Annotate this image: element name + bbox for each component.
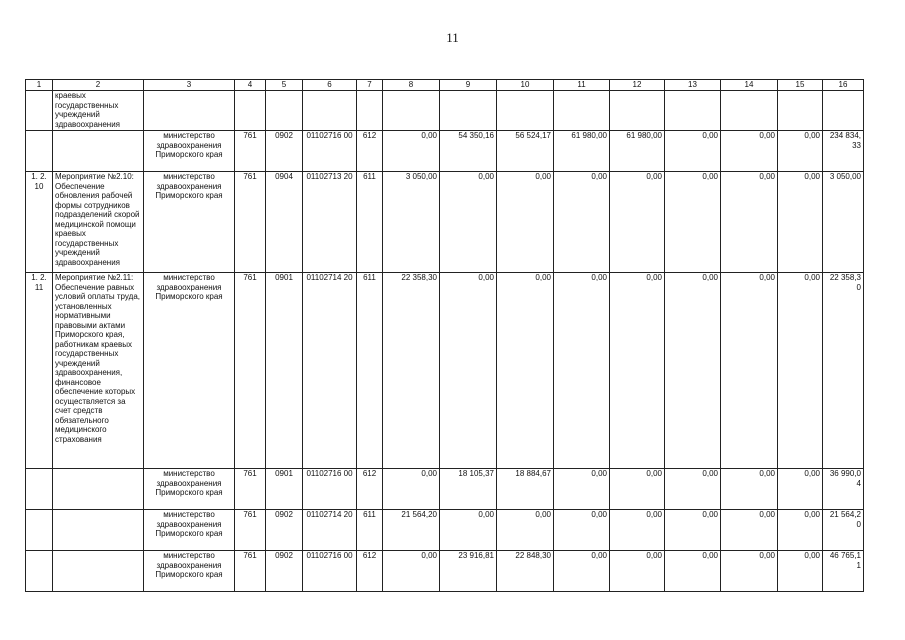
cell-col-11	[554, 91, 610, 131]
cell-col-15: 0,00	[778, 469, 823, 510]
cell-col-2	[53, 510, 144, 551]
cell-col-1	[26, 510, 53, 551]
cell-col-2: Мероприятие №2.10: Обеспечение обновления рабочей формы сотрудников подразделений скорой медицинской помощи краевых государственных учреждений здравоохранения	[53, 172, 144, 273]
cell-col-11: 61 980,00	[554, 131, 610, 172]
cell-col-12: 0,00	[610, 551, 665, 592]
column-header-10: 10	[497, 80, 554, 91]
column-header-11: 11	[554, 80, 610, 91]
column-header-16: 16	[823, 80, 864, 91]
cell-col-14: 0,00	[721, 469, 778, 510]
cell-col-8	[383, 91, 440, 131]
cell-col-11: 0,00	[554, 551, 610, 592]
table-row	[26, 510, 864, 551]
cell-col-3	[144, 91, 235, 131]
table-row	[26, 551, 864, 592]
cell-col-16: 46 765,1 1	[823, 551, 864, 592]
cell-col-9: 18 105,37	[440, 469, 497, 510]
cell-col-6: 01102714 20	[303, 510, 357, 551]
cell-col-14: 0,00	[721, 172, 778, 273]
table-row	[26, 273, 864, 469]
cell-col-6: 01102713 20	[303, 172, 357, 273]
column-header-3: 3	[144, 80, 235, 91]
cell-col-10: 22 848,30	[497, 551, 554, 592]
cell-col-13: 0,00	[665, 510, 721, 551]
cell-col-14	[721, 91, 778, 131]
cell-col-1: 1. 2. 10	[26, 172, 53, 273]
cell-col-3: министерство здравоохранения Приморского края	[144, 551, 235, 592]
table-row	[26, 131, 864, 172]
cell-col-7: 611	[357, 510, 383, 551]
cell-col-15: 0,00	[778, 551, 823, 592]
column-header-15: 15	[778, 80, 823, 91]
cell-col-2	[53, 551, 144, 592]
cell-col-10: 56 524,17	[497, 131, 554, 172]
cell-col-10: 0,00	[497, 510, 554, 551]
cell-col-16: 36 990,0 4	[823, 469, 864, 510]
cell-col-9: 23 916,81	[440, 551, 497, 592]
column-header-2: 2	[53, 80, 144, 91]
cell-col-1: 1. 2. 11	[26, 273, 53, 469]
cell-col-12: 0,00	[610, 510, 665, 551]
table-body	[26, 91, 864, 592]
cell-col-9: 54 350,16	[440, 131, 497, 172]
cell-col-9	[440, 91, 497, 131]
cell-col-10: 0,00	[497, 273, 554, 469]
cell-col-12: 0,00	[610, 273, 665, 469]
cell-col-11: 0,00	[554, 469, 610, 510]
cell-col-13: 0,00	[665, 273, 721, 469]
cell-col-2	[53, 131, 144, 172]
cell-col-5: 0902	[266, 131, 303, 172]
cell-col-9: 0,00	[440, 510, 497, 551]
cell-col-11: 0,00	[554, 273, 610, 469]
cell-col-14: 0,00	[721, 131, 778, 172]
cell-col-1	[26, 551, 53, 592]
cell-col-5: 0902	[266, 551, 303, 592]
cell-col-4: 761	[235, 510, 266, 551]
cell-col-6: 01102714 20	[303, 273, 357, 469]
cell-col-1	[26, 131, 53, 172]
cell-col-8: 0,00	[383, 551, 440, 592]
cell-col-11: 0,00	[554, 510, 610, 551]
cell-col-13: 0,00	[665, 131, 721, 172]
cell-col-7: 612	[357, 469, 383, 510]
cell-col-13: 0,00	[665, 172, 721, 273]
column-header-5: 5	[266, 80, 303, 91]
cell-col-5: 0902	[266, 510, 303, 551]
cell-col-7: 611	[357, 273, 383, 469]
table-row	[26, 172, 864, 273]
cell-col-12	[610, 91, 665, 131]
cell-col-3: министерство здравоохранения Приморского края	[144, 172, 235, 273]
cell-col-14: 0,00	[721, 273, 778, 469]
cell-col-7: 612	[357, 131, 383, 172]
column-header-8: 8	[383, 80, 440, 91]
cell-col-6: 01102716 00	[303, 551, 357, 592]
cell-col-15	[778, 91, 823, 131]
cell-col-15: 0,00	[778, 273, 823, 469]
cell-col-9: 0,00	[440, 273, 497, 469]
cell-col-1	[26, 91, 53, 131]
column-header-1: 1	[26, 80, 53, 91]
cell-col-4	[235, 91, 266, 131]
column-header-7: 7	[357, 80, 383, 91]
table-row	[26, 469, 864, 510]
column-header-12: 12	[610, 80, 665, 91]
cell-col-16: 234 834, 33	[823, 131, 864, 172]
column-header-4: 4	[235, 80, 266, 91]
cell-col-3: министерство здравоохранения Приморского края	[144, 131, 235, 172]
cell-col-5	[266, 91, 303, 131]
cell-col-2: Мероприятие №2.11: Обеспечение равных условий оплаты труда, установленных нормативными правовыми актами Приморского края, работникам краевых государственных учреждений здравоохранения, финансовое обеспечение которых осуществляется за счет средств обязательного медицинского страхования	[53, 273, 144, 469]
cell-col-3: министерство здравоохранения Приморского края	[144, 469, 235, 510]
cell-col-1	[26, 469, 53, 510]
cell-col-16: 22 358,3 0	[823, 273, 864, 469]
cell-col-10: 18 884,67	[497, 469, 554, 510]
cell-col-6	[303, 91, 357, 131]
budget-table	[25, 79, 864, 592]
cell-col-8: 22 358,30	[383, 273, 440, 469]
cell-col-15: 0,00	[778, 510, 823, 551]
cell-col-13: 0,00	[665, 469, 721, 510]
cell-col-14: 0,00	[721, 551, 778, 592]
column-header-13: 13	[665, 80, 721, 91]
cell-col-9: 0,00	[440, 172, 497, 273]
cell-col-16: 21 564,2 0	[823, 510, 864, 551]
cell-col-11: 0,00	[554, 172, 610, 273]
cell-col-7	[357, 91, 383, 131]
cell-col-2: краевых государственных учреждений здравоохранения	[53, 91, 144, 131]
column-header-6: 6	[303, 80, 357, 91]
header-row	[26, 80, 864, 91]
cell-col-10	[497, 91, 554, 131]
cell-col-13: 0,00	[665, 551, 721, 592]
cell-col-12: 0,00	[610, 469, 665, 510]
cell-col-5: 0901	[266, 273, 303, 469]
cell-col-8: 0,00	[383, 131, 440, 172]
cell-col-5: 0901	[266, 469, 303, 510]
cell-col-15: 0,00	[778, 172, 823, 273]
page-number: 11	[446, 30, 459, 45]
cell-col-4: 761	[235, 469, 266, 510]
cell-col-16: 3 050,00	[823, 172, 864, 273]
cell-col-13	[665, 91, 721, 131]
cell-col-12: 0,00	[610, 172, 665, 273]
cell-col-3: министерство здравоохранения Приморского края	[144, 510, 235, 551]
cell-col-12: 61 980,00	[610, 131, 665, 172]
cell-col-10: 0,00	[497, 172, 554, 273]
cell-col-6: 01102716 00	[303, 131, 357, 172]
cell-col-7: 612	[357, 551, 383, 592]
cell-col-16	[823, 91, 864, 131]
cell-col-7: 611	[357, 172, 383, 273]
cell-col-15: 0,00	[778, 131, 823, 172]
cell-col-14: 0,00	[721, 510, 778, 551]
cell-col-4: 761	[235, 273, 266, 469]
cell-col-6: 01102716 00	[303, 469, 357, 510]
column-header-14: 14	[721, 80, 778, 91]
table-row	[26, 91, 864, 131]
cell-col-4: 761	[235, 172, 266, 273]
cell-col-8: 21 564,20	[383, 510, 440, 551]
column-header-9: 9	[440, 80, 497, 91]
cell-col-2	[53, 469, 144, 510]
cell-col-8: 3 050,00	[383, 172, 440, 273]
cell-col-5: 0904	[266, 172, 303, 273]
cell-col-4: 761	[235, 131, 266, 172]
cell-col-4: 761	[235, 551, 266, 592]
cell-col-8: 0,00	[383, 469, 440, 510]
cell-col-3: министерство здравоохранения Приморского края	[144, 273, 235, 469]
